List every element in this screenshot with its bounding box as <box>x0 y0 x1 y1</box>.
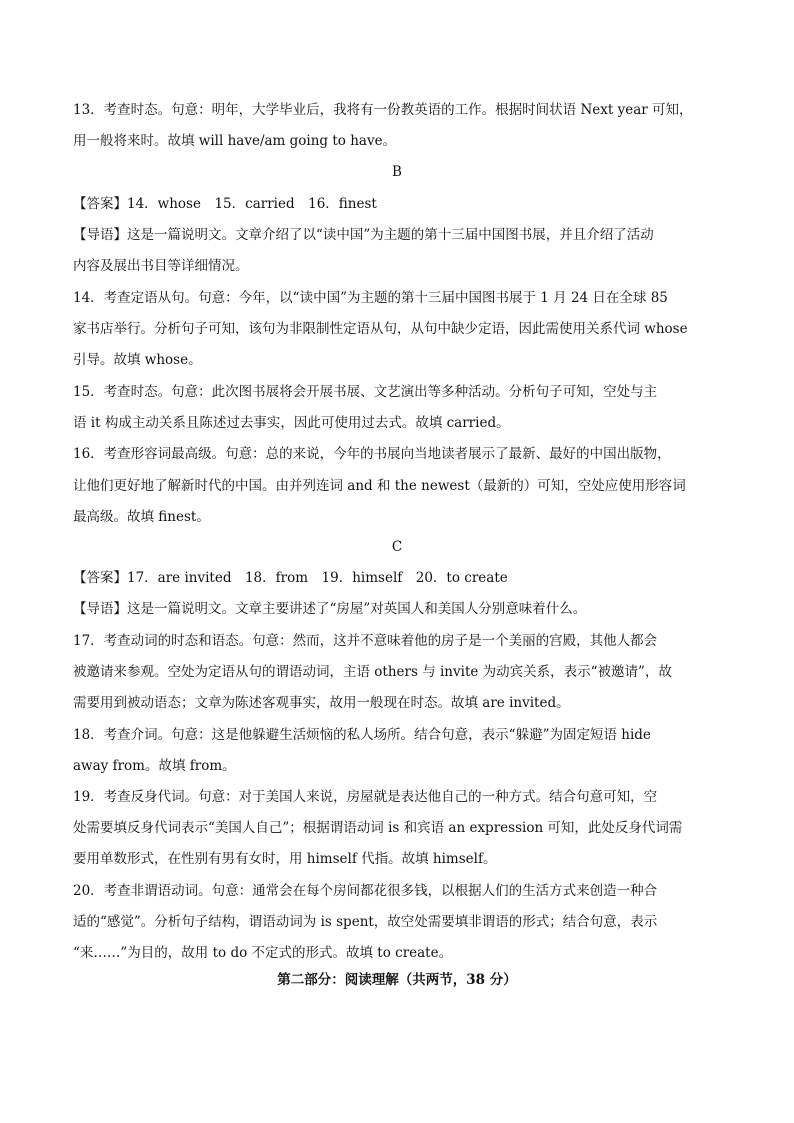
q16-line-3: 最高级。故填 finest。 <box>73 509 210 525</box>
q13-line-2: 用一般将来时。故填 will have/am going to have。 <box>73 133 397 149</box>
q15-line-2: 语 it 构成主动关系且陈述过去事实，因此可使用过去式。故填 carried。 <box>73 415 510 431</box>
q16-line-2: 让他们更好地了解新时代的中国。由并列连词 and 和 the newest（最新的）可知，空处应使用形容词 <box>73 478 686 494</box>
intro-b-line-1: 【导语】这是一篇说明文。文章介绍了以“读中国”为主题的第十三届中国图书展，并且介绍了活动 <box>73 227 654 243</box>
intro-b-line-2: 内容及展出书目等详细情况。 <box>73 258 249 274</box>
section-b-heading: B <box>392 164 402 180</box>
q18-line-2: away from。故填 from。 <box>73 758 236 774</box>
q17-line-1: 17．考查动词的时态和语态。句意：然而，这并不意味着他的房子是一个美丽的宫殿，其他人都会 <box>73 633 658 649</box>
q15-line-1: 15．考查时态。句意：此次图书展将会开展书展、文艺演出等多种活动。分析句子可知，空处与主 <box>73 384 658 400</box>
q20-line-2: 适的“感觉”。分析句子结构，谓语动词为 is spent，故空处需要填非谓语的形式；结合句意，表示 <box>73 914 658 930</box>
q18-line-1: 18．考查介词。句意：这是他躲避生活烦恼的私人场所。结合句意，表示“躲避”为固定短语 hide <box>73 727 651 743</box>
q20-line-3: “来……”为目的，故用 to do 不定式的形式。故填 to create。 <box>73 945 453 961</box>
q17-line-2: 被邀请来参观。空处为定语从句的谓语动词，主语 others 与 invite 为动宾关系，表示“被邀请”，故 <box>73 664 672 680</box>
q19-line-2: 处需要填反身代词表示“美国人自己”；根据谓语动词 is 和宾语 an expression 可知，此处反身代词需 <box>73 820 683 836</box>
q13-line-1: 13．考查时态。句意：明年，大学毕业后，我将有一份教英语的工作。根据时间状语 Next year 可知， <box>73 102 693 118</box>
section-c-heading: C <box>391 539 403 555</box>
q19-line-3: 要用单数形式，在性别有男有女时，用 himself 代指。故填 himself。 <box>73 851 497 867</box>
q20-line-1: 20．考查非谓语动词。句意：通常会在每个房间都花很多钱，以根据人们的生活方式来创造一种合 <box>73 883 658 899</box>
q19-line-1: 19．考查反身代词。句意：对于美国人来说，房屋就是表达他自己的一种方式。结合句意可知，空 <box>73 789 658 805</box>
q16-line-1: 16．考查形容词最高级。句意：总的来说，今年的书展向当地读者展示了最新、最好的中国出版物， <box>73 446 671 462</box>
q14-line-2: 家书店举行。分析句子可知，该句为非限制性定语从句，从句中缺少定语，因此需使用关系代词 whose <box>73 321 688 337</box>
part-two-heading: 第二部分：阅读理解（共两节，38 分） <box>277 972 517 988</box>
answer-c: 【答案】17．are invited 18．from 19．himself 20．to create <box>73 570 508 586</box>
answer-b: 【答案】14．whose 15．carried 16．finest <box>73 196 377 212</box>
q17-line-3: 需要用到被动语态；文章为陈述客观事实，故用一般现在时态。故填 are invited。 <box>73 695 570 711</box>
q14-line-3: 引导。故填 whose。 <box>73 352 202 368</box>
intro-c-line-1: 【导语】这是一篇说明文。文章主要讲述了“房屋”对英国人和美国人分别意味着什么。 <box>73 601 587 617</box>
q14-line-1: 14．考查定语从句。句意：今年，以“读中国”为主题的第十三届中国图书展于 1 月 24 日在全球 85 <box>73 290 668 306</box>
